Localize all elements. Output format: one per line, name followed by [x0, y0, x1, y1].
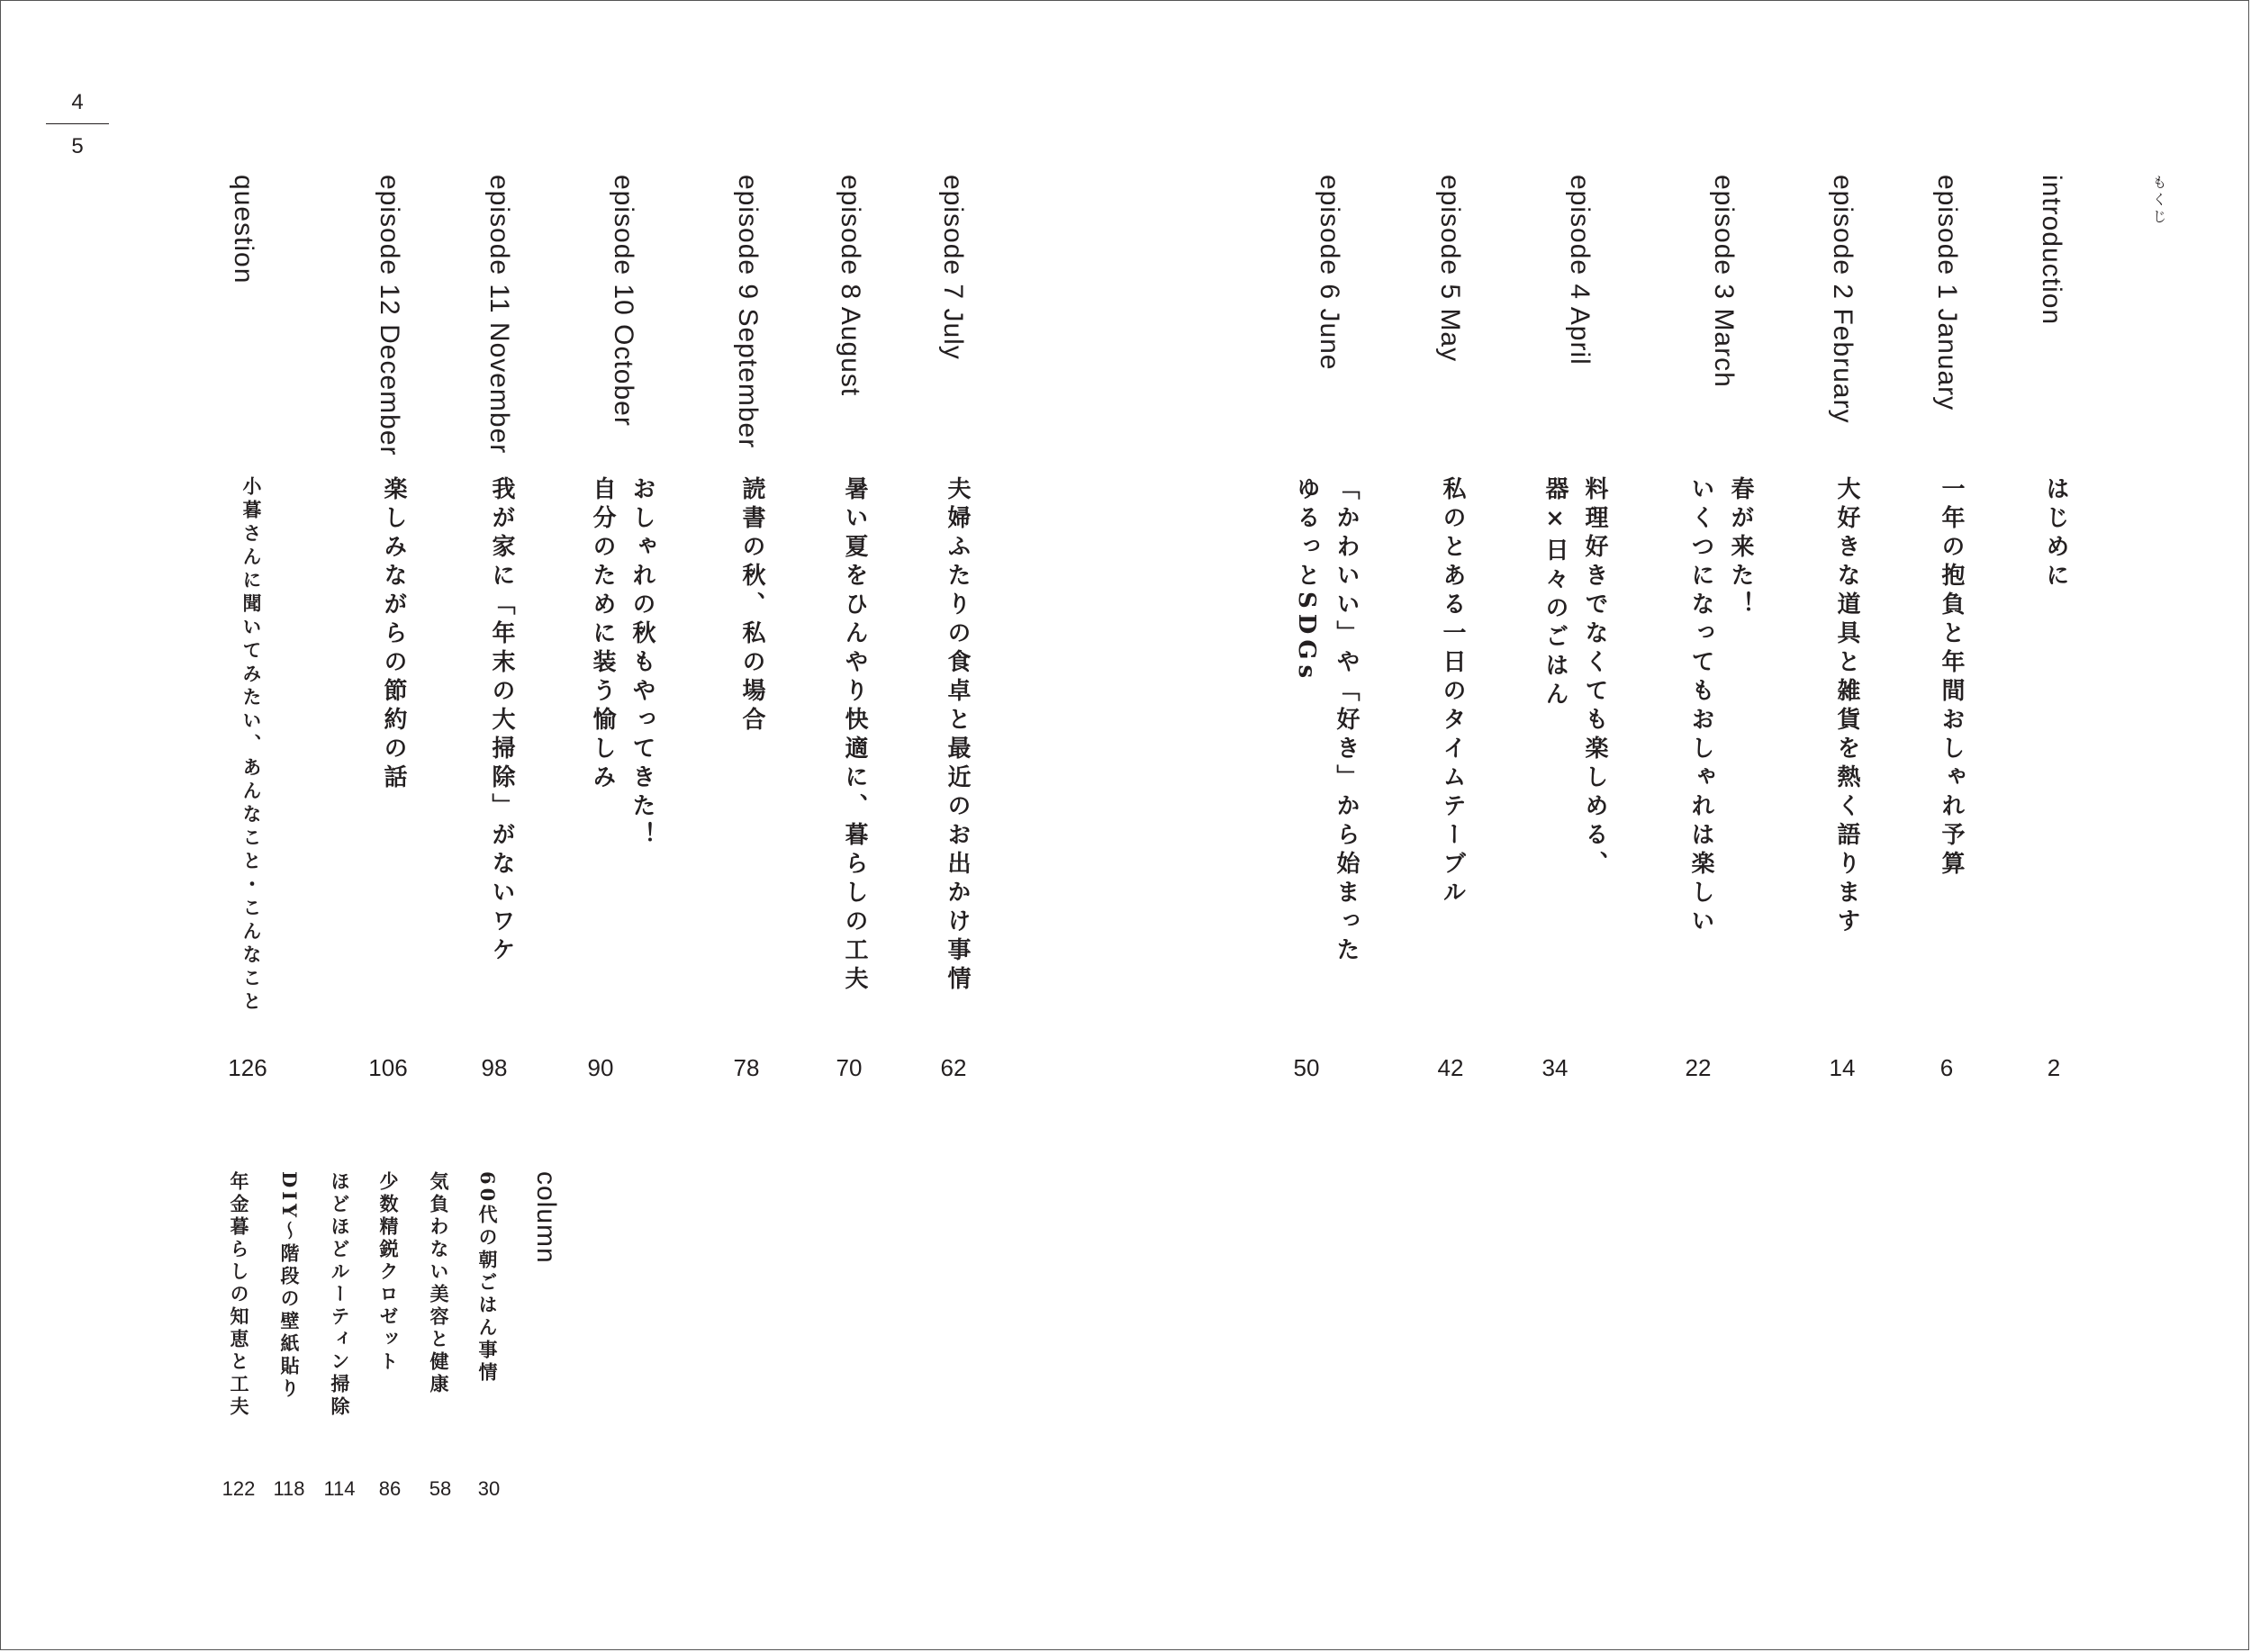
entry-title: 我が家に「年末の大掃除」がないワケ [488, 476, 515, 966]
entry-title: おしゃれの秋もやってきた！ 自分のために装う愉しみ [589, 476, 655, 851]
column-title: DIY～階段の壁紙貼り [278, 1171, 301, 1402]
column-title: ほどほどルーティン掃除 [329, 1171, 351, 1419]
entry-title: 春が来た！ いくつになってもおしゃれは楽しい [1687, 476, 1754, 937]
entry-page-number: 98 [481, 1054, 508, 1081]
entry-title: はじめに [2042, 476, 2069, 591]
column-page-number: 58 [429, 1477, 452, 1500]
entry-page-number: 106 [368, 1054, 408, 1081]
column-title: 60代の朝ごはん事情 [476, 1171, 499, 1386]
entry-label: episode 5 May [1435, 175, 1465, 363]
entry-page-number: 70 [836, 1054, 863, 1081]
entry-page-number: 50 [1293, 1054, 1320, 1081]
folio-divider [46, 123, 109, 124]
entry-title: 一年の抱負と年間おしゃれ予算 [1938, 476, 1965, 880]
entry-title: 夫婦ふたりの食卓と最近のお出かけ事情 [944, 476, 971, 995]
entry-title: 大好きな道具と雑貨を熱く語ります [1833, 476, 1860, 937]
entry-page-number: 2 [2047, 1054, 2061, 1081]
entry-page-number: 34 [1541, 1054, 1568, 1081]
column-page-number: 122 [221, 1477, 256, 1500]
entry-label: episode 3 March [1709, 175, 1739, 388]
column-page-number: 30 [477, 1477, 501, 1500]
entry-label: episode 9 September [733, 175, 763, 449]
entry-page-number: 14 [1829, 1054, 1856, 1081]
column-page-number: 118 [273, 1477, 305, 1500]
entry-label: episode 1 January [1932, 175, 1962, 411]
entry-title: 「かわいい」や「好き」から始まった ゆるっとSDGs [1293, 476, 1360, 966]
folio-left-page-number: 4 [71, 90, 84, 114]
entry-label: episode 8 August [836, 175, 865, 397]
column-page-number: 86 [378, 1477, 402, 1500]
entry-page-number: 62 [940, 1054, 967, 1081]
entry-label: episode 6 June [1315, 175, 1344, 371]
column-title: 気負わない美容と健康 [428, 1171, 450, 1396]
entry-title: 料理好きでなくても楽しめる、 器×日々のごはん [1541, 476, 1608, 880]
entry-label: question [229, 175, 258, 284]
entry-page-number: 6 [1939, 1054, 1954, 1081]
entry-label: episode 12 December [375, 175, 404, 456]
entry-label: episode 11 November [484, 175, 514, 455]
entry-page-number: 126 [228, 1054, 267, 1081]
entry-title: 私のとある一日のタイムテーブル [1439, 476, 1466, 908]
entry-title: 小暮さんに聞いてみたい、あんなこと・こんなこと [240, 476, 263, 1015]
toc-heading: もくじ [2150, 175, 2167, 226]
column-title: 少数精鋭クロゼット [377, 1171, 400, 1374]
entry-label: episode 2 February [1828, 175, 1858, 424]
column-title: 年金暮らしの知恵と工夫 [228, 1171, 250, 1419]
column-section-label: column [531, 1171, 561, 1264]
entry-label: episode 10 October [609, 175, 638, 427]
entry-page-number: 90 [587, 1054, 614, 1081]
entry-label: episode 4 April [1565, 175, 1595, 366]
entry-page-number: 42 [1437, 1054, 1464, 1081]
entry-title: 楽しみながらの節約の話 [380, 476, 407, 793]
entry-label: episode 7 July [938, 175, 968, 360]
entry-page-number: 78 [733, 1054, 760, 1081]
entry-label: introduction [2037, 175, 2066, 326]
folio-right-page-number: 5 [71, 134, 84, 158]
entry-page-number: 22 [1685, 1054, 1712, 1081]
column-page-number: 114 [323, 1477, 356, 1500]
entry-title: 暑い夏をひんやり快適に、暮らしの工夫 [841, 476, 868, 995]
entry-title: 読書の秋、私の場合 [738, 476, 765, 736]
